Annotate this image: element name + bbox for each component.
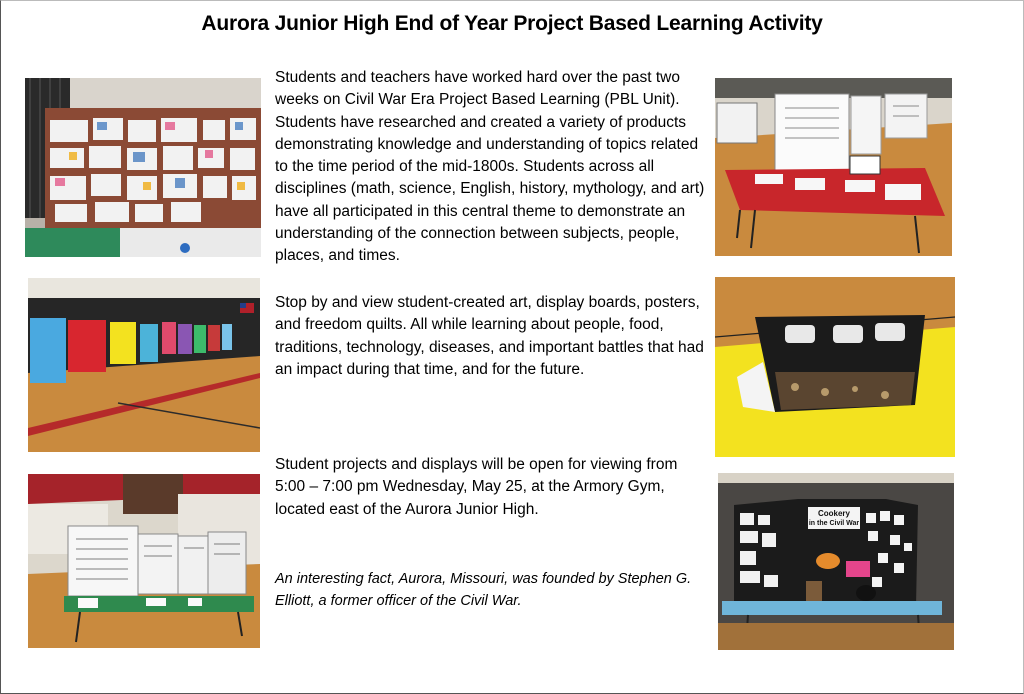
fact-paragraph: An interesting fact, Aurora, Missouri, was founded by Stephen G. Elliott, a former officer of the Civil War. bbox=[275, 571, 692, 609]
intro-paragraph: Students and teachers have worked hard over the past two weeks on Civil War Era Project Based Learning (PBL Unit). Students have researched and created a variety of products demonstrating knowledge and understanding of topics related to the time period of the mid-1800s. Students across all disciplines (math, science, English, history, mythology, and art) have all participated in this central theme to demonstrate an understanding of the connection between subjects, people, places, and times. bbox=[275, 69, 705, 265]
photo-display-boards-green-table bbox=[28, 474, 260, 648]
page-title: Aurora Junior High End of Year Project Based Learning Activity bbox=[201, 12, 823, 35]
photo-cookery-board bbox=[718, 473, 954, 650]
schedule-paragraph: Student projects and displays will be open for viewing from 5:00 – 7:00 pm Wednesday, May 25, at the Armory Gym, located east of the Aurora Junior High. bbox=[275, 456, 678, 518]
svg-text:in the Civil War: in the Civil War bbox=[808, 520, 860, 527]
photo-quilt-wall bbox=[25, 78, 261, 257]
svg-text:Cookery: Cookery bbox=[817, 509, 851, 518]
photo-diorama-yellow bbox=[715, 277, 955, 457]
photo-gym-banners bbox=[28, 278, 260, 452]
visit-paragraph: Stop by and view student-created art, display boards, posters, and freedom quilts. All while learning about people, food, traditions, technology, diseases, and important battles that had an impact during that time, and for the future. bbox=[275, 294, 704, 378]
photo-red-table-display bbox=[715, 78, 952, 256]
